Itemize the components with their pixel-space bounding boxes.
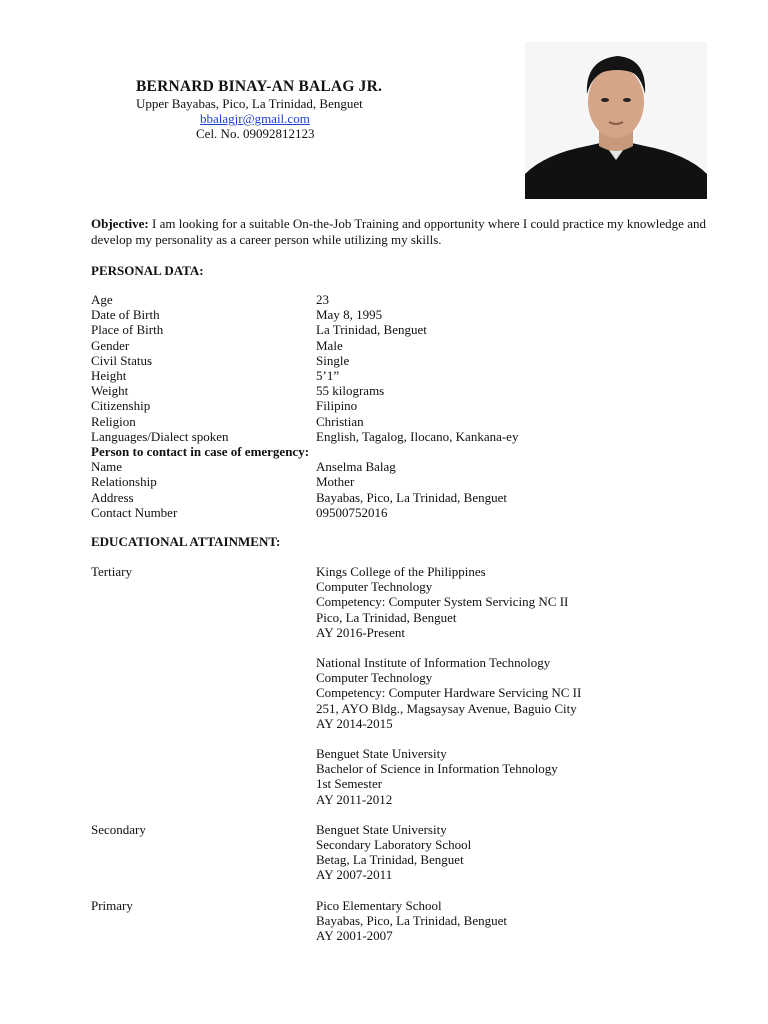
school-detail-line: Benguet State University — [316, 746, 447, 762]
school-entry — [316, 564, 581, 640]
education-heading: EDUCATIONAL ATTAINMENT: — [91, 534, 281, 549]
school-detail-line: AY 2001-2007 — [316, 928, 393, 944]
portrait-image — [525, 42, 707, 199]
field-value: May 8, 1995 — [316, 307, 383, 323]
education-level — [91, 564, 581, 822]
field-label: Weight — [91, 383, 129, 399]
field-label: Place of Birth — [91, 322, 164, 338]
emergency-heading-text: Person to contact in case of emergency: — [91, 444, 310, 460]
field-value: Anselma Balag — [316, 459, 396, 475]
field-value: Christian — [316, 413, 364, 429]
field-value: 23 — [316, 292, 329, 307]
field-label: Citizenship — [91, 398, 151, 414]
field-value: Single — [316, 352, 350, 368]
personal-data-row — [91, 398, 518, 413]
field-label: Languages/Dialect spoken — [91, 428, 229, 444]
field-label: Religion — [91, 413, 136, 429]
school-detail-line: AY 2011-2012 — [316, 791, 393, 807]
school-detail-line: Benguet State University — [316, 821, 447, 837]
education-level — [91, 822, 581, 898]
email-link[interactable]: bbalagjr@gmail.com — [200, 111, 310, 126]
field-value: Mother — [316, 474, 355, 490]
school-detail-line: Bachelor of Science in Information Tehnology — [316, 761, 558, 777]
school-detail-line: Pico Elementary School — [316, 897, 442, 913]
school-detail-line: AY 2014-2015 — [316, 715, 393, 731]
personal-data-table — [91, 292, 518, 520]
field-value: Filipino — [316, 398, 358, 414]
school-detail-line: Computer Technology — [316, 670, 433, 686]
field-label: Name — [91, 459, 123, 475]
personal-data-row — [91, 338, 518, 353]
field-label: Date of Birth — [91, 307, 160, 323]
applicant-photo — [525, 42, 707, 199]
field-value: English, Tagalog, Ilocano, Kankana-ey — [316, 428, 519, 444]
objective-text: I am looking for a suitable On-the-Job Training and opportunity where I could practice my knowledge and develop my personality as a career person while utilizing my skills. — [91, 216, 706, 247]
school-detail-line: 251, AYO Bldg., Magsaysay Avenue, Baguio City — [316, 700, 577, 716]
education-level-label: Tertiary — [91, 564, 132, 579]
education-level — [91, 898, 581, 959]
field-label: Gender — [91, 337, 130, 353]
field-value: Male — [316, 337, 343, 353]
personal-data-row — [91, 353, 518, 368]
school-list — [316, 898, 507, 959]
field-value: 55 kilograms — [316, 383, 385, 399]
field-label: Civil Status — [91, 352, 153, 368]
school-detail-line: National Institute of Information Technology — [316, 655, 551, 671]
personal-data-row — [91, 368, 518, 383]
personal-data-row — [91, 292, 518, 307]
emergency-contact-row — [91, 490, 518, 505]
personal-data-row — [91, 322, 518, 337]
field-value: La Trinidad, Benguet — [316, 322, 427, 338]
school-list — [316, 822, 471, 898]
personal-data-row — [91, 307, 518, 322]
emergency-contact-heading — [91, 444, 518, 459]
field-label: Age — [91, 292, 113, 307]
objective-paragraph — [91, 216, 706, 248]
personal-data-row — [91, 414, 518, 429]
school-detail-line: AY 2016-Present — [316, 624, 405, 640]
field-label: Contact Number — [91, 504, 178, 520]
school-detail-line: Kings College of the Philippines — [316, 564, 486, 579]
applicant-address: Upper Bayabas, Pico, La Trinidad, Benguet — [136, 96, 363, 111]
field-value: 09500752016 — [316, 504, 388, 520]
school-entry — [316, 655, 581, 731]
education-list — [91, 564, 581, 958]
school-detail-line: Secondary Laboratory School — [316, 837, 472, 853]
school-detail-line: Computer Technology — [316, 579, 433, 595]
school-list — [316, 564, 581, 822]
personal-data-row — [91, 429, 518, 444]
field-value: 5’1” — [316, 368, 340, 384]
school-detail-line: Betag, La Trinidad, Benguet — [316, 852, 464, 868]
personal-data-row — [91, 383, 518, 398]
objective-label: Objective: — [91, 216, 149, 231]
field-value: Bayabas, Pico, La Trinidad, Benguet — [316, 489, 508, 505]
school-detail-line: Competency: Computer System Servicing NC II — [316, 594, 569, 610]
emergency-contact-row — [91, 459, 518, 474]
school-entry — [316, 898, 507, 944]
cell-number: Cel. No. 09092812123 — [196, 126, 315, 141]
emergency-contact-row — [91, 474, 518, 489]
school-detail-line: AY 2007-2011 — [316, 867, 393, 883]
applicant-name: BERNARD BINAY-AN BALAG JR. — [136, 78, 383, 95]
school-detail-line: Bayabas, Pico, La Trinidad, Benguet — [316, 912, 508, 928]
emergency-contact-row — [91, 505, 518, 520]
field-label: Address — [91, 489, 134, 505]
school-entry — [316, 746, 581, 807]
school-entry — [316, 822, 471, 883]
education-level-label: Primary — [91, 897, 133, 913]
personal-data-heading: PERSONAL DATA: — [91, 263, 204, 278]
field-label: Relationship — [91, 474, 157, 490]
education-level-label: Secondary — [91, 821, 146, 837]
school-detail-line: Competency: Computer Hardware Servicing NC II — [316, 685, 582, 701]
school-detail-line: Pico, La Trinidad, Benguet — [316, 609, 457, 625]
school-detail-line: 1st Semester — [316, 776, 383, 792]
field-label: Height — [91, 368, 127, 384]
